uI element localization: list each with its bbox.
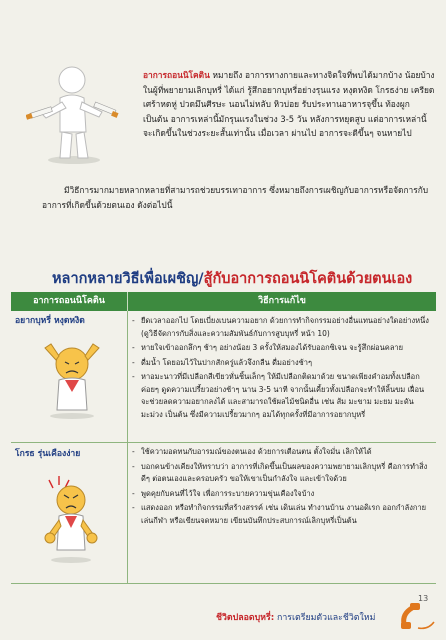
list-item: - ยืดเวลาออกไป โดยเบี่ยงเบนความอยาก ด้วยการทำกิจกรรมอย่างอื่นแทนอย่างใดอย่างหนึ่ง (ดูวิธีจัดการกับสิ่งและความสัมพันธ์กับการสูบบุหรี่ หน้า 10) — [132, 316, 429, 338]
footer-title — [216, 610, 375, 624]
figure-breaking-cigarette-icon — [26, 62, 122, 167]
remedy-list-anger — [132, 446, 434, 529]
figure-angry-fists-icon — [41, 476, 101, 564]
header-symptom: อาการถอนนิโคติน — [11, 292, 128, 311]
column-divider — [127, 311, 128, 584]
intro-body: หมายถึง อาการทางกายและทางจิตใจที่พบได้มากบ้าง น้อยบ้าง ในผู้ที่พยายามเลิกบุหรี่ ได้แก่ รู้สึกอยากบุหรี่อย่างรุนแรง หงุดหงิด โกรธง่าย เครียด เศร้าหดหู่ ปวดมึนศีรษะ นอนไม่หลับ หิวบ่อย รับประทานอาหารจุขึ้น ท้องผูก เป็นต้น อาการเหล่านี้มักรุนแรงในช่วง 3-5 วัน หลังการหยุดสูบ แต่อาการเหล่านี้จะเกิดขึ้นในช่วงระยะสั้นเท่านั้น เมื่อเวลา ผ่านไป อาการจะดีขึ้นๆ จนหายไป — [143, 70, 435, 139]
table-header — [11, 292, 436, 311]
symptom-craving: อยากบุหรี่ หงุดหงิด — [15, 316, 85, 326]
remedy-table — [11, 292, 436, 584]
footer-title-main: ชีวิตปลอดบุหรี่: — [216, 613, 275, 623]
header-remedy: วิธีการแก้ไข — [258, 296, 306, 306]
list-item: - หายใจเข้าออกลึกๆ ช้าๆ อย่างน้อย 3 ครั้งให้สมองได้รับออกซิเจน จะรู้สึกผ่อนคลาย — [132, 343, 404, 352]
list-item: - บอกคนข้างเคียงให้ทราบว่า อาการที่เกิดขึ้นเป็นผลของความพยายามเลิกบุหรี่ คือการทำสิ่งดีๆ ต่อตนเองและครอบครัว ขอให้เขาเป็นกำลังใจ และเข้าใจด้วย — [132, 461, 428, 483]
section-heading-part1: หลากหลายวิธีเพื่อเผชิญ/ — [52, 271, 204, 287]
list-item: - แสดงออก หรือทำกิจกรรมที่สร้างสรรค์ เช่น เดินเล่น ทำงานบ้าน งานอดิเรก ออกกำลังกาย เล่นกีฬา หรือเขียนจดหมาย เขียนบันทึกประสบการณ์เลิกบุหรี่เป็นต้น — [132, 503, 427, 525]
table-bottom-line — [11, 583, 436, 584]
section-heading-part2: สู้กับอาการถอนนิโคตินด้วยตนเอง — [203, 271, 413, 287]
section-heading — [52, 267, 432, 290]
intro-paragraph-2: มีวิธีการมากมายหลากหลายที่สามารถช่วยบรรเทาอาการ ซึ่งหมายถึงการเผชิญกับอาการหรือจัดการกับอาการที่เกิดขึ้นด้วยตนเอง ดังต่อไปนี้ — [42, 185, 429, 210]
symptom-anger: โกรธ รุ่นเคืองง่าย — [15, 449, 81, 459]
list-item: - หาอมะนาวที่มีเปลือกสีเขียวหั่นชิ้นเล็กๆ ให้มีเปลือกติดมาด้วย ขนาดเพียงคำอมทั้งเปลือก ค่อยๆ ดูดความเปรี้ยวอย่างช้าๆ นาน 3-5 นาที จากนั้นเคี้ยวทั้งเปลือกจะทำให้ลิ้นขม เฝื่อน จะช่วยลดความอยากลงได้ และสามารถใช้ผลไม้ชนิดอื่น เช่น ส้ม มะขาม มะยม มะดัน มะม่วง เป็นต้น ซึ่งมีความเปรี้ยวมากๆ อมได้ทุกครั้งที่มีอาการอยากบุหรี่ — [132, 372, 425, 419]
row-divider — [11, 442, 436, 443]
list-item: - พูดคุยกับคนที่ไว้ใจ เพื่อการระบายความขุ่นเคืองใจบ้าง — [132, 488, 315, 498]
footer-title-sub: การเตรียมตัวและชีวิตใหม่ — [274, 613, 376, 623]
list-item: - ใช้ความอดทนกับอารมณ์ของตนเอง ด้วยการเตือนตน ตั้งใจมั่น เลิกให้ได้ — [132, 447, 372, 456]
intro-paragraph — [143, 68, 435, 141]
remedy-list-craving — [132, 315, 434, 423]
page-number: 13 — [418, 594, 429, 603]
intro-term: อาการถอนนิโคติน — [143, 70, 210, 80]
list-item: - ดื่มน้ำ โดยอมไว้ในปากสักครู่แล้วจึงกลืน ดื่มอย่างช้าๆ — [132, 357, 312, 367]
phone-icon — [398, 594, 440, 636]
figure-holding-head-icon — [37, 340, 107, 420]
